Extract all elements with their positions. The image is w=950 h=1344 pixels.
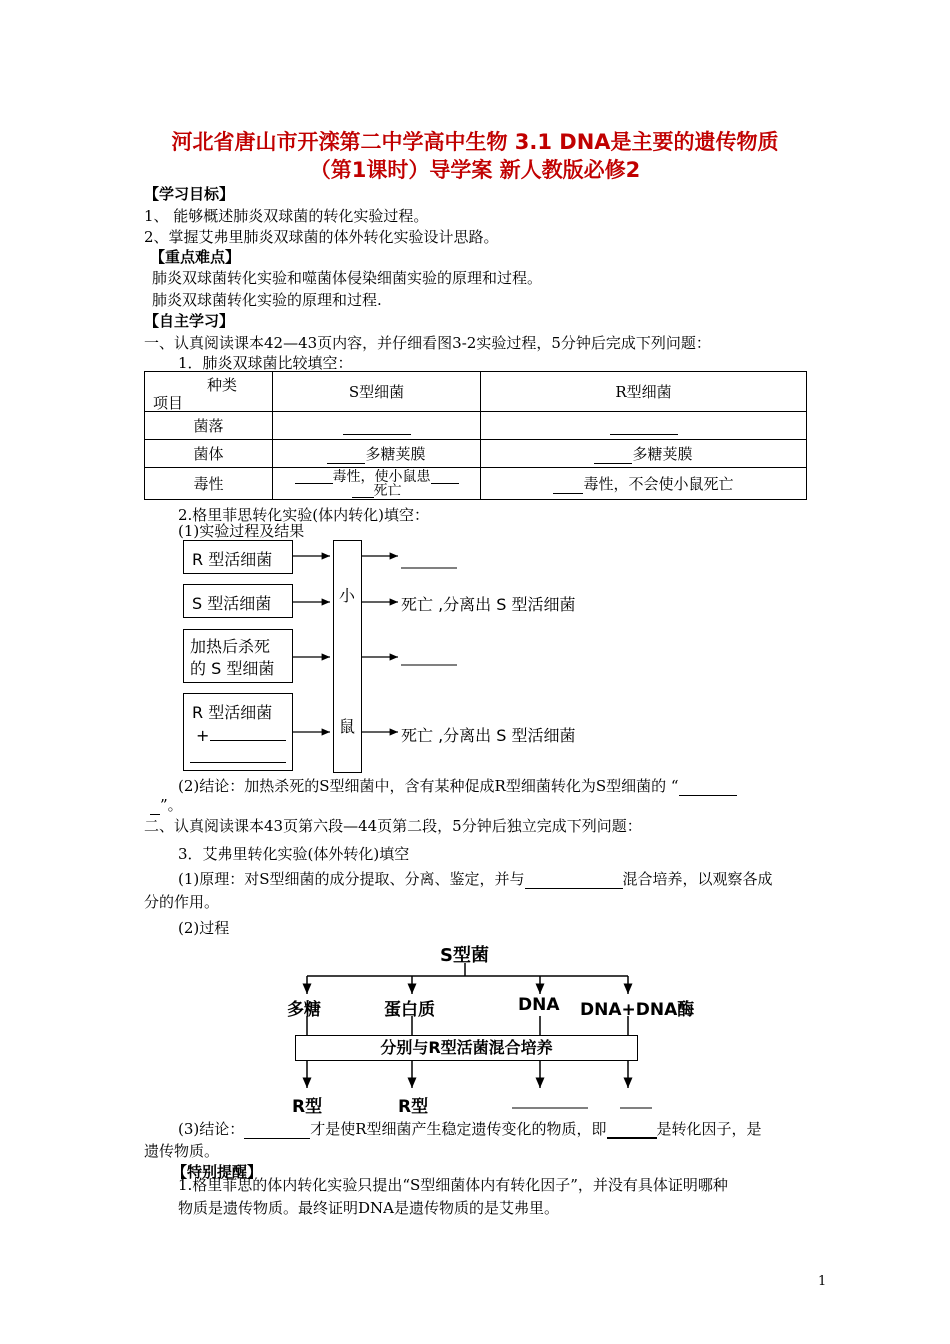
avery-top-s-strain: S型菌 (440, 945, 489, 966)
avery-mix-bar: 分别与R型活菌混合培养 (295, 1035, 638, 1061)
avery-item-dna-dnase: DNA+DNA酶 (580, 1000, 695, 1020)
fill-cell: 毒性，使小鼠患 死亡 (273, 468, 481, 500)
self-study-heading: 【自主学习】 (144, 312, 235, 330)
document-title-line1: 河北省唐山市开滦第二中学高中生物 3.1 DNA是主要的遗传物质 (171, 130, 779, 154)
question-2-conclusion-end: ”。 (150, 794, 183, 815)
avery-result-1: R型 (292, 1097, 323, 1117)
keypoints-heading: 【重点难点】 (150, 248, 241, 266)
corner-bottom-label: 项目 (153, 394, 184, 412)
mouse-box: 小 鼠 (333, 540, 362, 773)
avery-item-dna: DNA (518, 995, 560, 1015)
column-header-s: S型细菌 (273, 372, 481, 412)
question-2-conclusion: (2)结论：加热杀死的S型细菌中，含有某种促成R型细菌转化为S型细菌的 “ (178, 775, 737, 796)
goal-item-2: 2、掌握艾弗里肺炎双球菌的体外转化实验设计思路。 (144, 228, 499, 246)
fill-cell: 毒性，不会使小鼠死亡 (481, 468, 807, 500)
tip-line-1: 1.格里菲思的体内转化实验只提出“S型细菌体内有转化因子”，并没有具体证明哪种 (178, 1176, 728, 1194)
keypoint-item-2: 肺炎双球菌转化实验的原理和过程. (152, 291, 382, 309)
q3-conclusion-cont: 遗传物质。 (144, 1142, 220, 1160)
box-s-heat-killed: 加热后杀死 的 S 型细菌 (183, 629, 293, 683)
box-r-live: R 型活细菌 (183, 540, 293, 574)
result-r-plus: 死亡 ,分离出 S 型活细菌 (401, 726, 576, 745)
q3-principle-cont: 分的作用。 (144, 893, 220, 911)
question-2-sub1: (1)实验过程及结果 (178, 522, 305, 540)
row-label: 毒性 (145, 468, 273, 500)
goal-item-1: 1、 能够概述肺炎双球菌的转化实验过程。 (144, 207, 429, 225)
goals-heading: 【学习目标】 (144, 185, 235, 203)
question-2: 2.格里菲思转化实验(体内转化)填空： (178, 506, 430, 524)
avery-item-protein: 蛋白质 (384, 1000, 435, 1020)
box-r-plus-blank: R 型活细菌 + (183, 693, 293, 771)
part1-intro: 一、认真阅读课本42—43页内容，并仔细看图3-2实验过程，5分钟后完成下列问题： (144, 334, 711, 352)
row-label: 菌落 (145, 412, 273, 440)
page-number: 1 (818, 1274, 827, 1289)
avery-item-polysaccharide: 多糖 (287, 1000, 321, 1020)
tip-line-2: 物质是遗传物质。最终证明DNA是遗传物质的是艾弗里。 (178, 1199, 559, 1217)
question-3: 3．艾弗里转化实验(体外转化)填空 (178, 845, 410, 863)
row-label: 菌体 (145, 440, 273, 468)
keypoint-item-1: 肺炎双球菌转化实验和噬菌体侵染细菌实验的原理和过程。 (152, 269, 543, 287)
result-s-live: 死亡 ,分离出 S 型活细菌 (401, 595, 576, 614)
part2-intro: 二、认真阅读课本43页第六段—44页第二段，5分钟后独立完成下列问题： (144, 817, 642, 835)
avery-result-2: R型 (398, 1097, 429, 1117)
q3-conclusion: (3)结论： 才是使R型细菌产生稳定遗传变化的物质，即 是转化因子，是 (178, 1120, 762, 1138)
q3-principle: (1)原理：对S型细菌的成分提取、分离、鉴定，并与 混合培养，以观察各成 (178, 870, 773, 888)
fill-cell: 多糖荚膜 (273, 440, 481, 468)
column-header-r: R型细菌 (481, 372, 807, 412)
q3-process-label: (2)过程 (178, 919, 230, 937)
box-s-live: S 型活细菌 (183, 584, 293, 618)
corner-top-label: 种类 (207, 376, 238, 394)
tip-heading: 【特别提醒】 (172, 1163, 263, 1181)
question-1: 1．肺炎双球菌比较填空： (178, 354, 353, 372)
fill-cell: 多糖荚膜 (481, 440, 807, 468)
document-title-line2: （第1课时）导学案 新人教版必修2 (309, 158, 641, 182)
